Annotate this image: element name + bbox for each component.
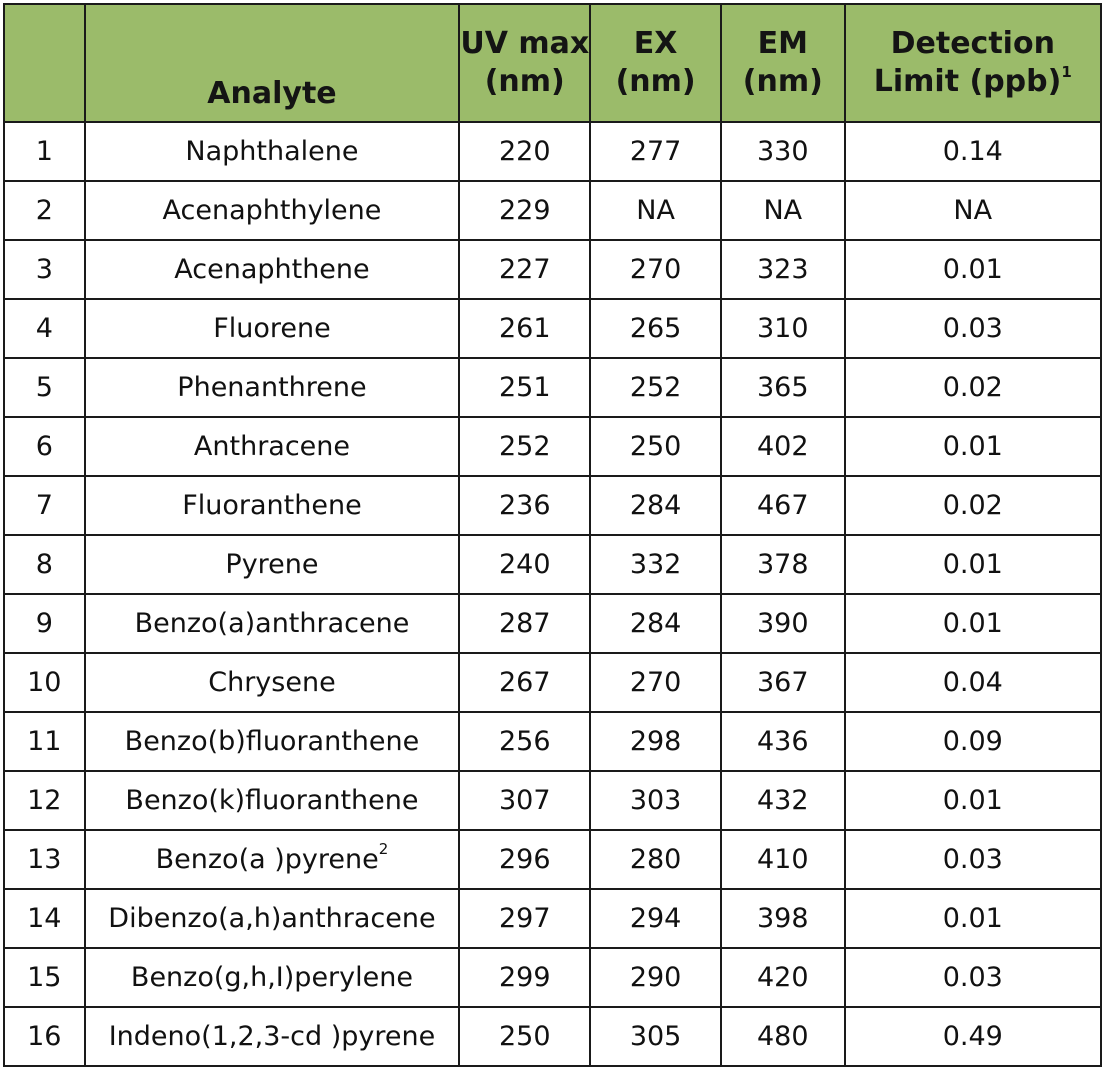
header-ex-line1: EX [633,25,678,61]
row-number-text: 5 [35,372,53,403]
detection-limit-value-text: 0.09 [942,726,1003,757]
uv-max-value [459,948,590,1007]
table-row [4,948,1101,1007]
detection-limit-value-text: 0.01 [942,608,1003,639]
analyte-name [85,771,460,830]
em-value [721,1007,845,1066]
header-number [4,4,85,122]
analyte-name [85,653,460,712]
uv-max-value [459,476,590,535]
em-value-text: 420 [757,962,809,993]
em-value-text: 436 [757,726,809,757]
ex-value [590,122,721,181]
em-value [721,535,845,594]
table-row [4,299,1101,358]
analyte-name [85,476,460,535]
ex-value-text: 294 [629,903,682,934]
em-value [721,712,845,771]
ex-value [590,240,721,299]
em-value-text: NA [763,195,803,226]
analyte-name-text: Benzo(g,h,I)perylene [130,962,413,993]
detection-limit-value [845,535,1101,594]
detection-limit-value-text: 0.01 [942,431,1003,462]
uv-max-value [459,653,590,712]
table-row [4,535,1101,594]
row-number-text: 14 [27,903,62,934]
header-em-line2: (nm) [742,64,823,99]
em-value-text: 398 [757,903,809,934]
uv-max-value-text: 307 [498,785,551,816]
uv-max-value-text: 267 [498,667,551,698]
table-row [4,653,1101,712]
ex-value-text: 290 [629,962,682,993]
em-value [721,240,845,299]
uv-max-value-text: 299 [498,962,551,993]
ex-value [590,889,721,948]
uv-max-value [459,712,590,771]
analyte-name [85,240,460,299]
ex-value [590,1007,721,1066]
em-value-text: 467 [757,490,809,521]
row-number [4,889,85,948]
ex-value-text: 305 [629,1021,682,1052]
analyte-name-text: Benzo(a)anthracene [134,608,410,639]
table-row [4,240,1101,299]
footnote-marker: 2 [378,840,389,858]
ex-value-text: 280 [629,844,682,875]
em-value-text: 367 [757,667,809,698]
table-row [4,889,1101,948]
detection-limit-value-text: 0.01 [942,549,1003,580]
em-value-text: 432 [757,785,809,816]
analyte-name-text: Benzo(b)fluoranthene [124,726,420,757]
table-row [4,181,1101,240]
analyte-name [85,830,460,889]
ex-value-text: 277 [629,136,682,167]
analyte-name [85,122,460,181]
uv-max-value [459,240,590,299]
em-value [721,122,845,181]
ex-value [590,771,721,830]
row-number [4,1007,85,1066]
row-number [4,594,85,653]
ex-value-text: NA [636,195,675,226]
detection-limit-value [845,122,1101,181]
analyte-name-text: Fluorene [213,313,331,344]
detection-limit-value-text: 0.03 [942,962,1003,993]
header-ex-line2: (nm) [615,64,696,99]
analyte-name [85,889,460,948]
ex-value-text: 332 [629,549,682,580]
detection-limit-value-text: 0.04 [942,667,1003,698]
uv-max-value-text: 220 [498,136,551,167]
uv-max-value [459,535,590,594]
header-ex [590,4,721,122]
detection-limit-value [845,181,1101,240]
header-detection-limit-line2-wrap [846,63,1100,101]
em-value [721,653,845,712]
footnote-marker: 1 [1061,63,1072,81]
analyte-name-text: Phenanthrene [177,372,367,403]
table-header [4,4,1101,122]
detection-limit-value [845,653,1101,712]
analyte-name-text: Fluoranthene [182,490,362,521]
uv-max-value-text: 296 [498,844,551,875]
row-number-text: 15 [27,962,62,993]
analyte-name-text: Benzo(a )pyrene [155,844,379,875]
uv-max-value [459,889,590,948]
header-row [4,4,1101,122]
row-number [4,240,85,299]
detection-limit-value-text: 0.01 [942,903,1003,934]
row-number [4,948,85,1007]
row-number-text: 8 [35,549,53,580]
table-row [4,830,1101,889]
em-value [721,358,845,417]
row-number [4,181,85,240]
header-detection-limit-line1: Detection [890,25,1055,61]
detection-limit-value [845,1007,1101,1066]
ex-value [590,712,721,771]
row-number-text: 4 [35,313,53,344]
ex-value [590,830,721,889]
em-value [721,889,845,948]
table-row [4,1007,1101,1066]
header-uv-max [459,4,590,122]
em-value [721,181,845,240]
table-row [4,712,1101,771]
detection-limit-value [845,476,1101,535]
uv-max-value-text: 256 [498,726,551,757]
ex-value [590,594,721,653]
detection-limit-value-text: 0.03 [942,844,1003,875]
ex-value-text: 298 [629,726,682,757]
em-value-text: 378 [757,549,809,580]
analyte-name-text: Acenaphthylene [162,195,382,226]
analyte-name [85,299,460,358]
row-number-text: 13 [27,844,62,875]
detection-limit-value [845,771,1101,830]
row-number-text: 11 [27,726,62,757]
analyte-name-text: Anthracene [193,431,351,462]
detection-limit-value [845,594,1101,653]
table-row [4,771,1101,830]
row-number-text: 12 [27,785,62,816]
detection-limit-value-text: 0.14 [942,136,1003,167]
table-row [4,417,1101,476]
row-number-text: 6 [35,431,53,462]
em-value-text: 480 [757,1021,809,1052]
row-number-text: 2 [35,195,53,226]
uv-max-value-text: 261 [498,313,551,344]
row-number [4,712,85,771]
analyte-name [85,181,460,240]
header-analyte: Analyte [85,4,460,122]
analyte-name-text: Dibenzo(a,h)anthracene [108,903,436,934]
em-value-text: 410 [757,844,809,875]
row-number [4,771,85,830]
row-number-text: 16 [27,1021,62,1052]
em-value [721,417,845,476]
uv-max-value [459,830,590,889]
analyte-name-text: Benzo(k)fluoranthene [125,785,419,816]
ex-value [590,535,721,594]
em-value [721,948,845,1007]
table-row [4,476,1101,535]
header-detection-limit-line2: Limit (ppb) [873,64,1062,99]
row-number-text: 7 [35,490,53,521]
row-number [4,299,85,358]
row-number [4,476,85,535]
em-value-text: 323 [757,254,809,285]
row-number-text: 10 [27,667,62,698]
ex-value-text: 250 [629,431,682,462]
em-value [721,594,845,653]
detection-limit-value-text: NA [953,195,993,226]
analyte-name-text: Chrysene [208,667,336,698]
ex-value-text: 265 [629,313,682,344]
detection-limit-value [845,240,1101,299]
row-number [4,358,85,417]
table-row [4,594,1101,653]
uv-max-value [459,122,590,181]
row-number-text: 9 [35,608,53,639]
analyte-name-text: Pyrene [225,549,319,580]
analyte-name [85,594,460,653]
header-uv-max-line2: (nm) [484,64,565,99]
analyte-name-text: Acenaphthene [174,254,370,285]
uv-max-value-text: 251 [498,372,551,403]
uv-max-value [459,299,590,358]
uv-max-value-text: 297 [498,903,551,934]
row-number [4,830,85,889]
uv-max-value [459,1007,590,1066]
ex-value-text: 270 [629,254,682,285]
em-value [721,299,845,358]
row-number-text: 3 [35,254,53,285]
table-body [4,122,1101,1066]
ex-value-text: 303 [629,785,682,816]
detection-limit-value-text: 0.49 [942,1021,1003,1052]
header-em [721,4,845,122]
analyte-name [85,358,460,417]
ex-value [590,299,721,358]
uv-max-value [459,358,590,417]
em-value-text: 310 [757,313,809,344]
em-value [721,830,845,889]
header-uv-max-line1: UV max [460,25,590,61]
uv-max-value [459,771,590,830]
detection-limit-value-text: 0.02 [942,372,1003,403]
detection-limit-value [845,889,1101,948]
analyte-name [85,417,460,476]
row-number [4,122,85,181]
row-number [4,535,85,594]
ex-value [590,181,721,240]
em-value-text: 330 [757,136,809,167]
table-row [4,122,1101,181]
uv-max-value-text: 250 [498,1021,551,1052]
uv-max-value-text: 229 [498,195,551,226]
ex-value-text: 252 [629,372,682,403]
em-value-text: 365 [757,372,809,403]
row-number-text: 1 [35,136,53,167]
detection-limit-value [845,299,1101,358]
uv-max-value-text: 227 [498,254,551,285]
analyte-name-text: Naphthalene [185,136,359,167]
uv-max-value [459,594,590,653]
analyte-name [85,535,460,594]
uv-max-value-text: 236 [498,490,551,521]
header-detection-limit [845,4,1101,122]
table-row [4,358,1101,417]
ex-value [590,417,721,476]
ex-value-text: 284 [629,608,682,639]
uv-max-value-text: 287 [498,608,551,639]
analyte-name-text: Indeno(1,2,3-cd )pyrene [108,1021,436,1052]
ex-value [590,653,721,712]
analyte-name [85,1007,460,1066]
detection-limit-value [845,712,1101,771]
detection-limit-value-text: 0.01 [942,254,1003,285]
analyte-name [85,712,460,771]
detection-limit-value [845,358,1101,417]
ex-value [590,358,721,417]
row-number [4,417,85,476]
analyte-data-table [3,3,1102,1067]
analyte-name [85,948,460,1007]
header-em-line1: EM [757,25,808,61]
detection-limit-value [845,417,1101,476]
ex-value [590,476,721,535]
em-value-text: 390 [757,608,809,639]
uv-max-value [459,181,590,240]
row-number [4,653,85,712]
uv-max-value-text: 240 [498,549,551,580]
em-value [721,771,845,830]
em-value-text: 402 [757,431,809,462]
ex-value-text: 270 [629,667,682,698]
detection-limit-value [845,948,1101,1007]
uv-max-value-text: 252 [498,431,551,462]
ex-value-text: 284 [629,490,682,521]
detection-limit-value-text: 0.02 [942,490,1003,521]
detection-limit-value-text: 0.01 [942,785,1003,816]
detection-limit-value [845,830,1101,889]
uv-max-value [459,417,590,476]
em-value [721,476,845,535]
detection-limit-value-text: 0.03 [942,313,1003,344]
ex-value [590,948,721,1007]
